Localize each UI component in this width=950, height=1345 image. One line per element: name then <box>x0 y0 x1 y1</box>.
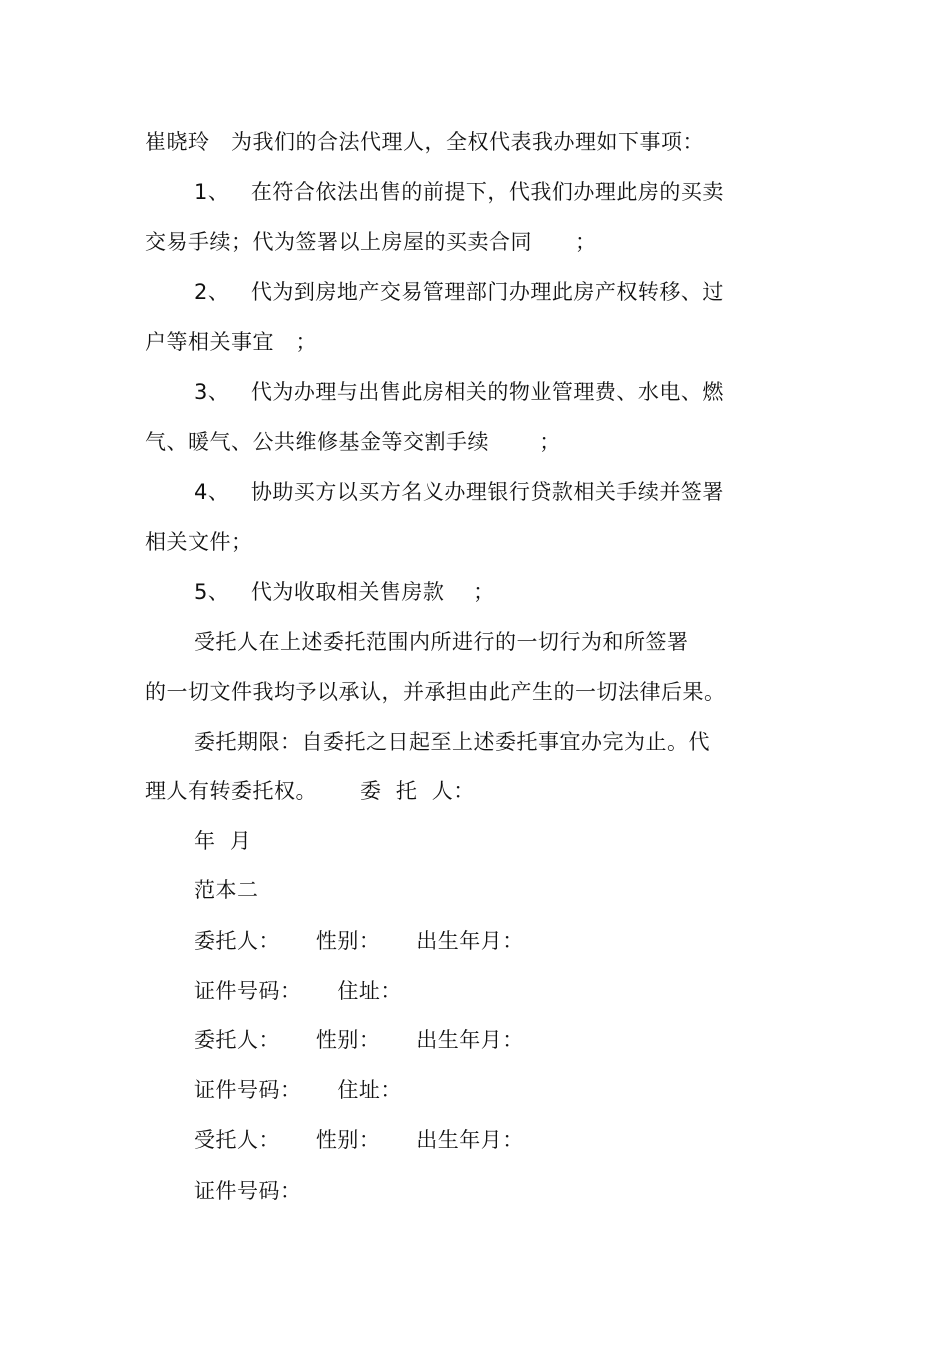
form-field-line: 证件号码： 住址： <box>194 1078 402 1102</box>
text-line: 委托期限：自委托之日起至上述委托事宜办完为止。代 <box>194 730 710 754</box>
form-field-line: 受托人： 性别： 出生年月： <box>194 1128 524 1152</box>
text-line: 气、暖气、公共维修基金等交割手续 ； <box>145 430 561 454</box>
text-line: 相关文件； <box>145 530 253 554</box>
text-line: 年 月 <box>194 829 252 853</box>
text-line: 理人有转委托权。 委 托 人： <box>145 779 475 803</box>
form-field-line: 委托人： 性别： 出生年月： <box>194 1028 524 1052</box>
text-line: 4、 协助买方以买方名义办理银行贷款相关手续并签署 <box>194 480 724 504</box>
text-line: 3、 代为办理与出售此房相关的物业管理费、水电、燃 <box>194 380 724 404</box>
text-line: 2、 代为到房地产交易管理部门办理此房产权转移、过 <box>194 280 724 304</box>
text-line: 交易手续；代为签署以上房屋的买卖合同 ； <box>145 230 597 254</box>
text-line: 1、 在符合依法出售的前提下，代我们办理此房的买卖 <box>194 180 724 204</box>
text-line: 受托人在上述委托范围内所进行的一切行为和所签署 <box>194 630 689 654</box>
form-field-line: 委托人： 性别： 出生年月： <box>194 929 524 953</box>
form-field-line: 证件号码： 住址： <box>194 979 402 1003</box>
text-line: 户等相关事宜 ； <box>145 330 318 354</box>
text-line: 崔晓玲 为我们的合法代理人，全权代表我办理如下事项： <box>145 130 705 154</box>
text-line: 5、 代为收取相关售房款 ； <box>194 580 495 604</box>
text-line: 的一切文件我均予以承认，并承担由此产生的一切法律后果。 <box>145 680 726 704</box>
form-field-line: 证件号码： <box>194 1179 302 1203</box>
section-heading: 范本二 <box>194 878 259 902</box>
